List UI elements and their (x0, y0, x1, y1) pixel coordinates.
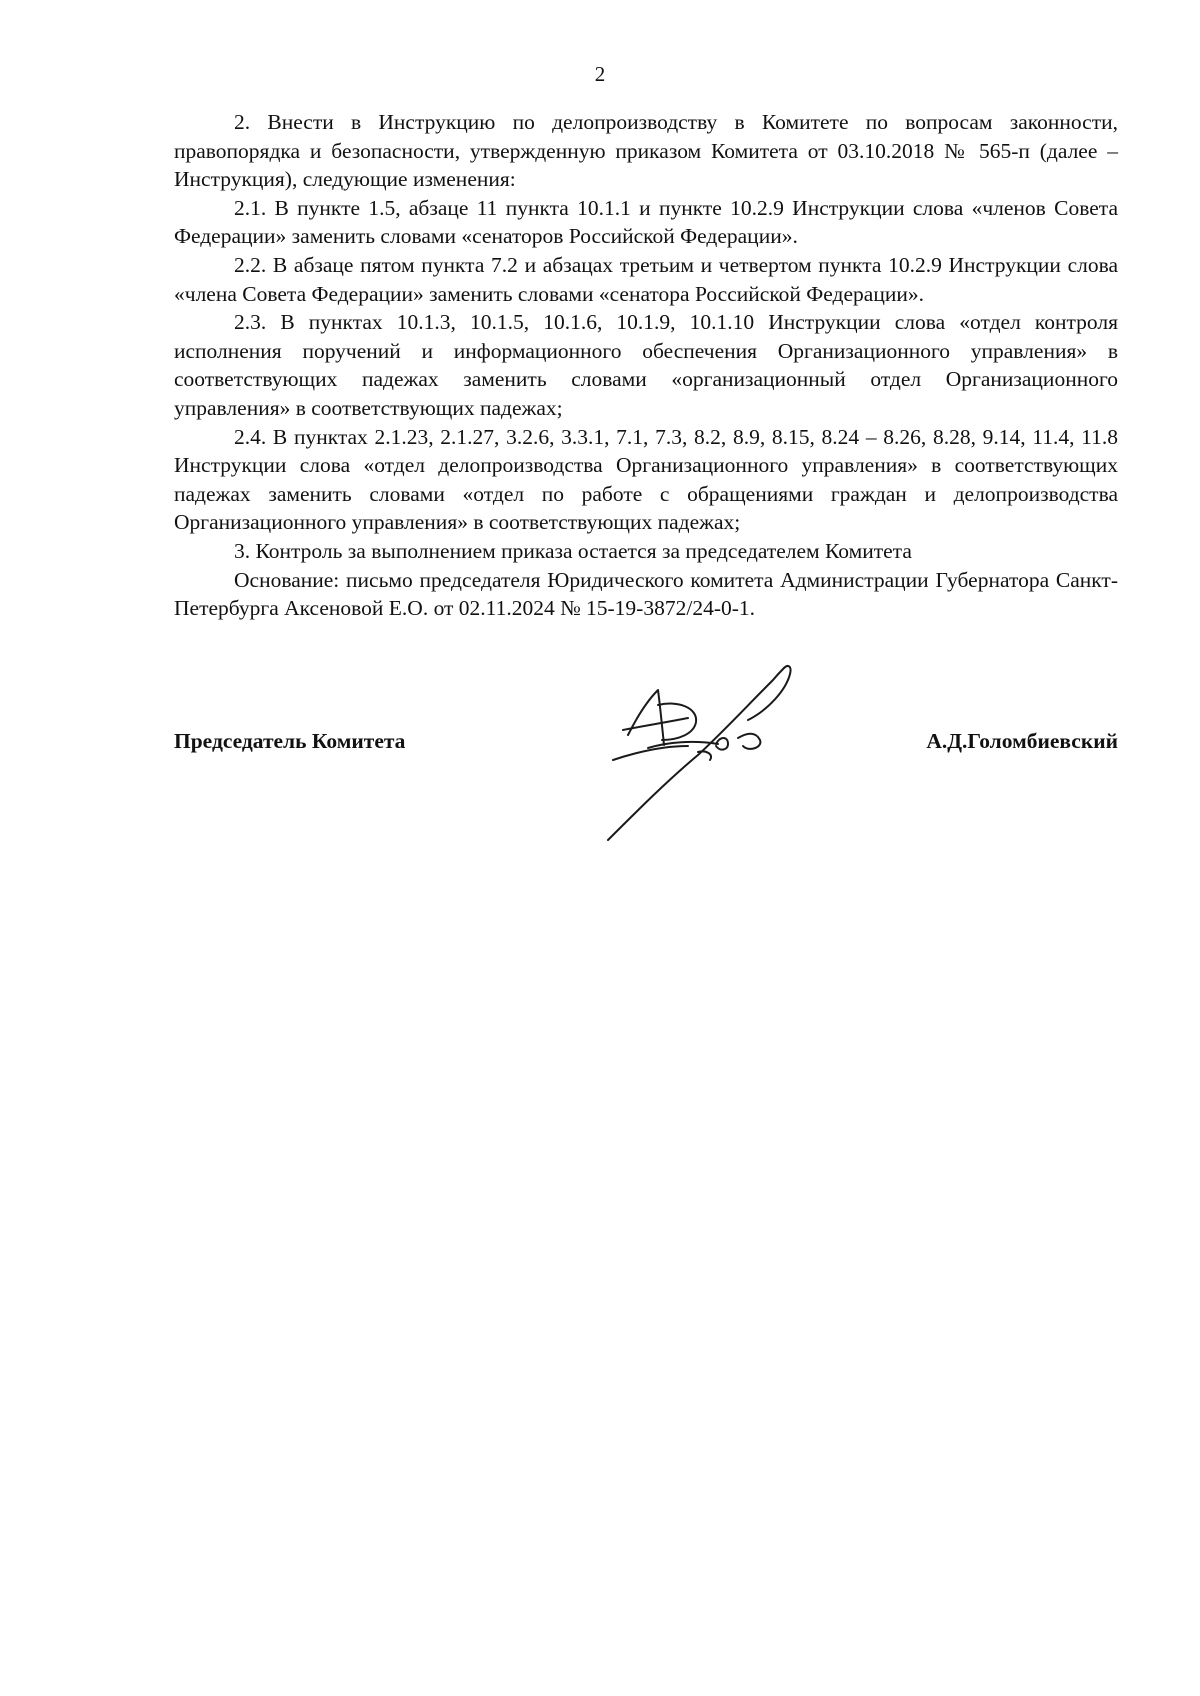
paragraph-item-2-4: 2.4. В пунктах 2.1.23, 2.1.27, 3.2.6, 3.3.1, 7.1, 7.3, 8.2, 8.9, 8.15, 8.24 – 8.26, 8.28, 9.14, 11.4, 11.8 Инструкции слова «отдел делопроизводства Организационного управления» в соответствующих падежах заменить словами «отдел по работе с обращениями граждан и делопроизводства Организационного управления» в соответствующих падежах; (174, 424, 1118, 535)
handwritten-signature (598, 660, 820, 850)
paragraph-item-2: 2. Внести в Инструкцию по делопроизводству в Комитете по вопросам законности, правопорядка и безопасности, утвержденную приказом Комитета от 03.10.2018 № 565-п (далее – Инструкция), следующие изменения: (174, 110, 1118, 192)
signatory-name: А.Д.Голомбиевский (926, 729, 1118, 753)
document-body (174, 108, 1118, 623)
paragraph-basis: Основание: письмо председателя Юридического комитета Администрации Губернатора Санкт-Петербурга Аксеновой Е.О. от 02.11.2024 № 15-19-3872/24-0-1. (174, 567, 1118, 621)
paragraph-item-3: 3. Контроль за выполнением приказа остается за председателем Комитета (234, 538, 912, 563)
paragraph-item-2-3: 2.3. В пунктах 10.1.3, 10.1.5, 10.1.6, 10.1.9, 10.1.10 Инструкции слова «отдел контроля исполнения поручений и информационного обеспечения Организационного управления» в соответствующих падежах заменить словами «организационный отдел Организационного управления» в соответствующих падежах; (174, 310, 1118, 420)
page-number: 2 (594, 62, 606, 86)
signatory-title: Председатель Комитета (174, 729, 406, 753)
paragraph-item-2-1: 2.1. В пункте 1.5, абзаце 11 пункта 10.1.1 и пункте 10.2.9 Инструкции слова «членов Совета Федерации» заменить словами «сенаторов Российской Федерации». (174, 195, 1118, 249)
paragraph-item-2-2: 2.2. В абзаце пятом пункта 7.2 и абзацах третьим и четвертом пункта 10.2.9 Инструкции слова «члена Совета Федерации» заменить словами «сенатора Российской Федерации». (174, 252, 1118, 306)
